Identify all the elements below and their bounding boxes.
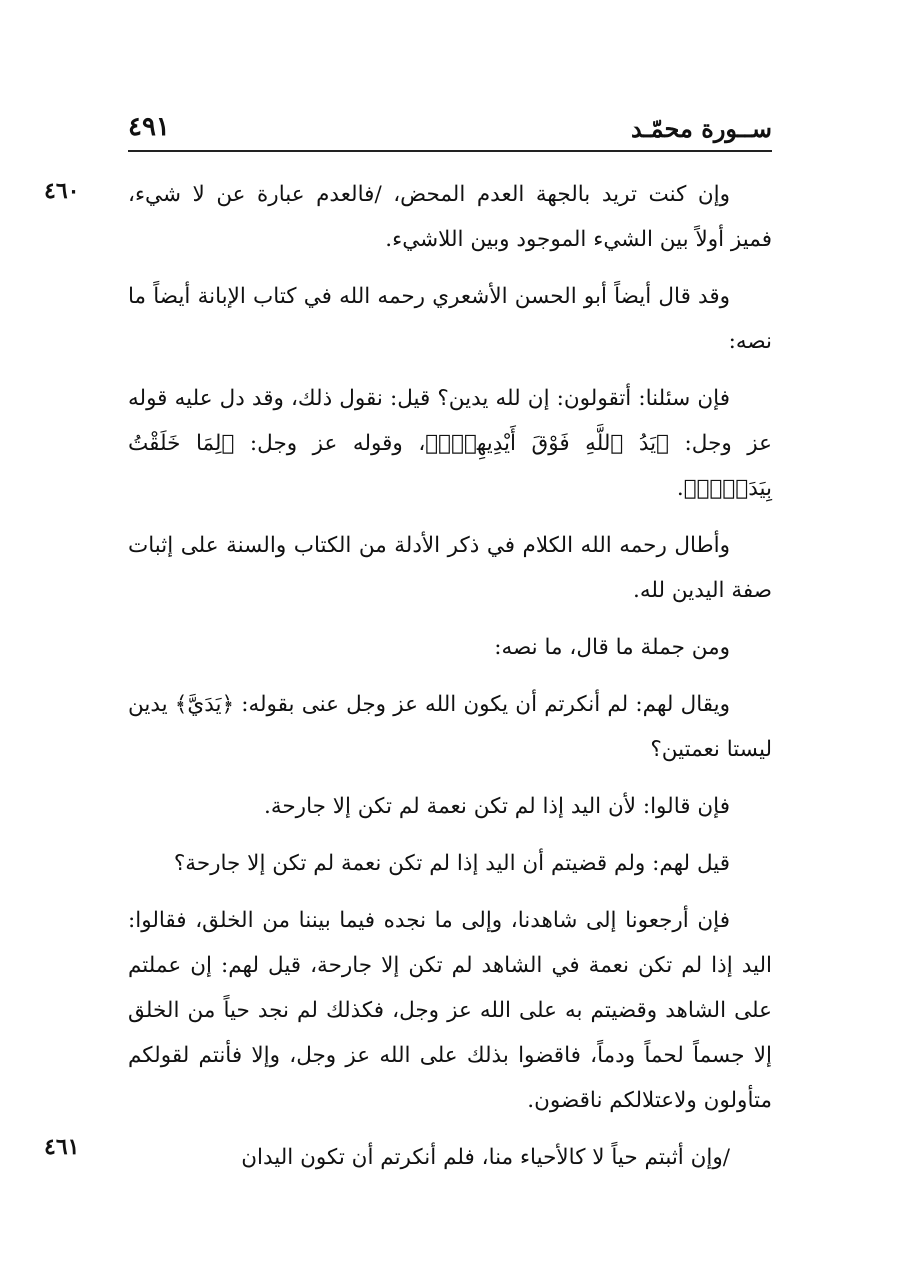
margin-note-461: ٤٦١ (44, 1134, 80, 1160)
body-text (128, 172, 772, 1192)
paragraph: /وإن أثبتم حياً لا كالأحياء منا، فلم أنكرتم أن تكون اليدان (241, 1145, 730, 1170)
running-title: ســورة محمّـد (631, 114, 772, 143)
page-header (128, 108, 772, 148)
paragraph: فإن قالوا: لأن اليد إذا لم تكن نعمة لم تكن إلا جارحة. (264, 794, 730, 819)
paragraph: فإن أرجعونا إلى شاهدنا، وإلى ما نجده فيما بيننا من الخلق، فقالوا: اليد إذا لم تكن نعمة في الشاهد لم تكن إلا جارحة، قيل لهم: إن عملتم على الشاهد وقضيتم به على الله عز وجل، فكذلك لم نجد حياً من الخلق إلا جسماً لحماً ودماً، فاقضوا بذلك على الله عز وجل، وإلا فأنتم لقولكم متأولون ولاعتلالكم ناقضون. (128, 908, 772, 1113)
paragraph: وإن كنت تريد بالجهة العدم المحض، /فالعدم عبارة عن لا شيء، فميز أولاً بين الشيء الموجود وبين اللاشيء. (128, 182, 772, 252)
paragraph: وقد قال أيضاً أبو الحسن الأشعري رحمه الله في كتاب الإبانة أيضاً ما نصه: (128, 284, 772, 354)
paragraph: وأطال رحمه الله الكلام في ذكر الأدلة من الكتاب والسنة على إثبات صفة اليدين لله. (128, 533, 772, 603)
page-number: ٤٩١ (128, 112, 170, 142)
paragraph: قيل لهم: ولم قضيتم أن اليد إذا لم تكن نعمة لم تكن إلا جارحة؟ (173, 851, 730, 876)
paragraph: فإن سئلنا: أتقولون: إن لله يدين؟ قيل: نقول ذلك، وقد دل عليه قوله عز وجل: ﴿يَدُ ٱللَّهِ فَوْقَ أَيْدِيهِمْۚ﴾، وقوله عز وجل: ﴿لِمَا خَلَقْتُ بِيَدَيَّۖ﴾. (128, 386, 772, 501)
paragraph: ويقال لهم: لم أنكرتم أن يكون الله عز وجل عنى بقوله: ﴿يَدَيَّ﴾ يدين ليستا نعمتين؟ (128, 692, 772, 762)
header-rule (128, 150, 772, 152)
margin-note-460: ٤٦٠ (44, 178, 80, 204)
paragraph: ومن جملة ما قال، ما نصه: (494, 635, 730, 660)
